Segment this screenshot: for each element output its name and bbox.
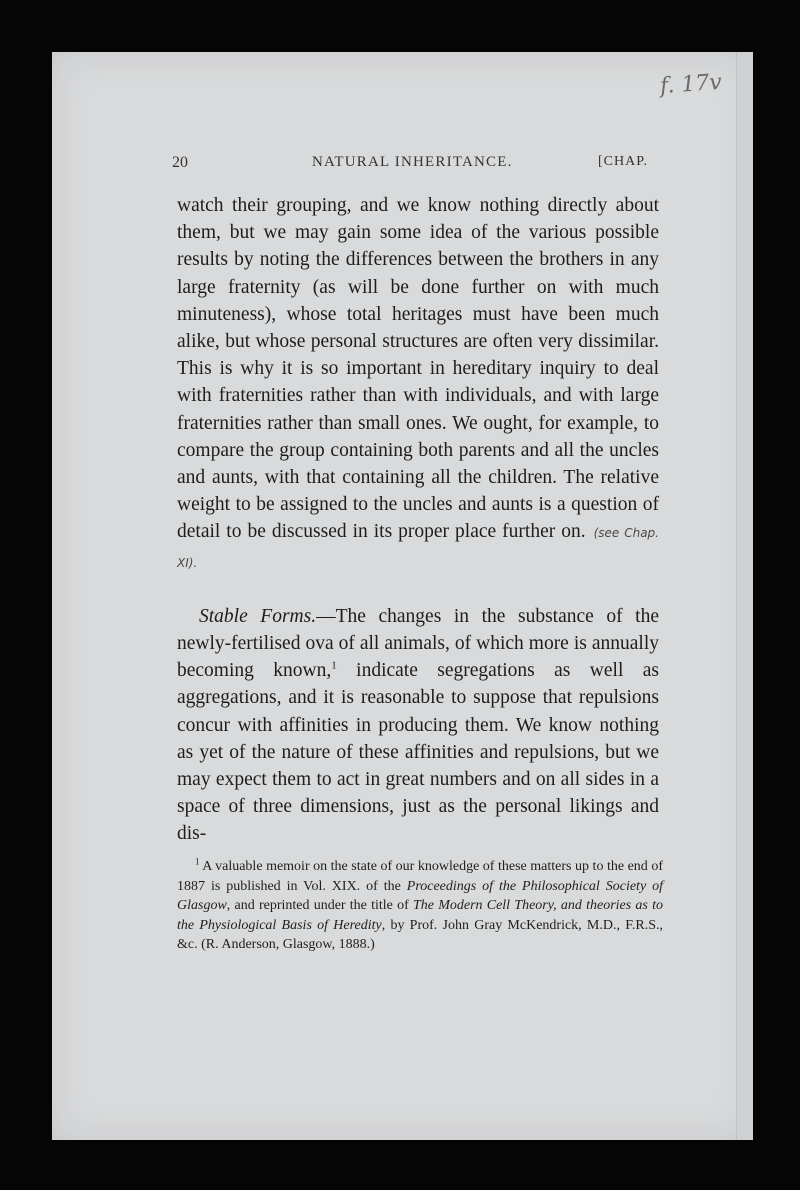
footnote-reference: 1 bbox=[331, 659, 337, 672]
page-number: 20 bbox=[172, 154, 188, 171]
paragraph-1-text: watch their grouping, and we know nothing directly about them, but we may gain some idea of the various possible results by noting the differences between the brothers in any large fraternity (as will be done further on with much minuteness), whose total heritages must have been much alike, but whose personal structures are often very dissimilar. This is why it is so important in hereditary inquiry to deal with fraternities rather than with individuals, and with large fraternities rather than small ones. We ought, for example, to compare the group containing both parents and all the uncles and aunts, with that containing all the children. The relative weight to be assigned to the uncles and aunts is a question of detail to be discussed in its proper place further on. bbox=[177, 195, 659, 543]
footnote-text bbox=[177, 857, 663, 955]
running-title: NATURAL INHERITANCE. bbox=[312, 154, 513, 170]
footnote-part-1: A valuable memoir on the state of our knowledge of these matters up to the end of 1887 is published in Vol. XIX. of the bbox=[177, 859, 663, 894]
footnote-part-2: , and reprinted under the title of bbox=[226, 898, 413, 913]
footnote-work-title: The Modern Cell Theory, and theories as to the Physiological Basis of Heredity bbox=[177, 898, 663, 933]
paragraph-2-text-b: indicate segregations as well as aggregations, and it is reasonable to suppose that repulsions concur with affinities in producing them. We know nothing as yet of the nature of these affinities and repulsions, but we may expect them to act in great numbers and on all sides in a space of three dimensions, just as the personal likings and dis- bbox=[177, 660, 660, 845]
running-header bbox=[0, 154, 800, 178]
handwritten-note: (see Chap. XI). bbox=[177, 526, 659, 570]
footnote-marker: 1 bbox=[195, 856, 200, 867]
footnote bbox=[177, 857, 663, 955]
heading-dash: — bbox=[316, 605, 336, 627]
paragraph-2 bbox=[177, 603, 659, 848]
page-edge bbox=[736, 52, 753, 1140]
body-text bbox=[177, 192, 659, 848]
section-heading: Stable Forms. bbox=[199, 605, 317, 627]
footnote-journal-title: Proceedings of the Philosophical Society of Glasgow bbox=[177, 878, 663, 913]
paragraph-1 bbox=[177, 192, 659, 577]
footnote-part-3: , by Prof. John Gray McKendrick, M.D., F.R.S., &c. (R. Anderson, Glasgow, 1888.) bbox=[177, 917, 663, 952]
margin-annotation: f. 17v bbox=[659, 69, 723, 100]
chapter-marker: [CHAP. bbox=[598, 154, 648, 169]
paragraph-2-text-a: The changes in the substance of the newly-fertilised ova of all animals, of which more is annually becoming known, bbox=[177, 605, 659, 682]
